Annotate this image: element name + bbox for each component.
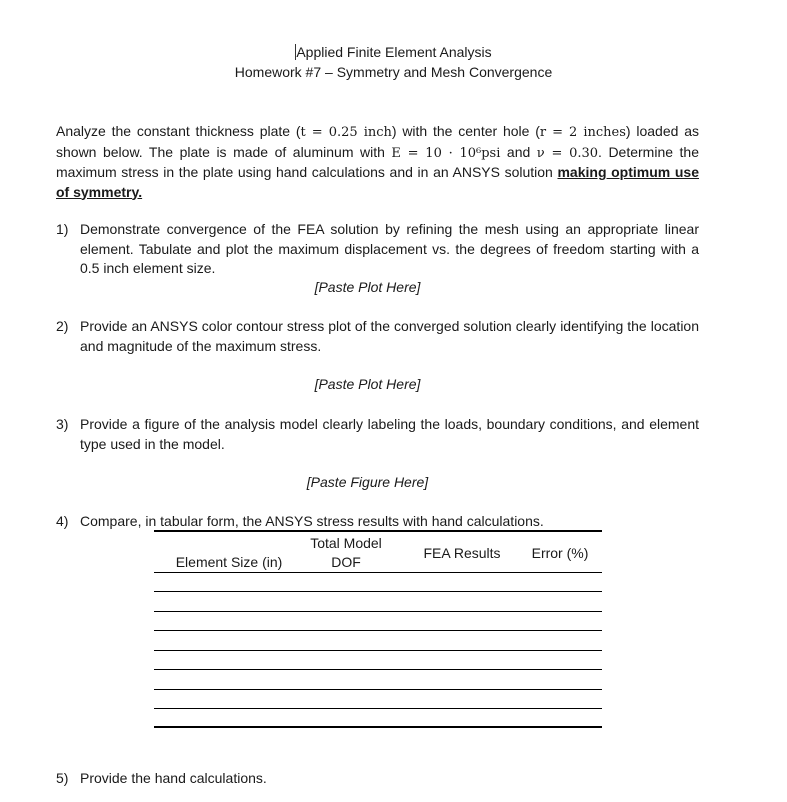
table-top-rule	[154, 530, 602, 532]
question-5	[56, 769, 699, 789]
question-number: 4)	[56, 513, 69, 529]
question-number: 5)	[56, 770, 69, 786]
header-total-dof-line2: DOF	[331, 554, 361, 570]
table-row-line	[154, 650, 602, 651]
paste-plot-placeholder-1: [Paste Plot Here]	[314, 279, 421, 295]
table-bottom-rule	[154, 726, 602, 728]
question-number: 1)	[56, 221, 69, 237]
poisson-value: ν = 0.30	[536, 145, 599, 161]
table-row-line	[154, 669, 602, 670]
question-number: 2)	[56, 318, 69, 334]
question-text: Provide a figure of the analysis model clearly labeling the loads, boundary conditions, and element type used in the model.	[80, 416, 699, 452]
question-4	[56, 512, 699, 532]
question-text: Provide the hand calculations.	[80, 770, 267, 786]
paste-plot-placeholder-2: [Paste Plot Here]	[314, 376, 421, 392]
thickness-value: t = 0.25 inch	[300, 125, 392, 140]
table-row-line	[154, 630, 602, 631]
question-text: Compare, in tabular form, the ANSYS stress results with hand calculations.	[80, 513, 544, 529]
header-element-size: Element Size (in)	[175, 554, 283, 570]
header-total-dof-line1: Total Model	[310, 535, 382, 551]
symmetry-emphasis: making optimum use of symmetry.	[56, 164, 699, 200]
radius-value: r = 2 inches	[539, 125, 626, 140]
question-1	[56, 220, 699, 279]
problem-statement: Analyze the constant thickness plate (t = 0.25 inch) with the center hole (r = 2 inches) loaded as shown below. The plate is made of aluminum with E = 10 · 10⁶psi and ν = 0.30. Determine the maximum stress in the plate using hand calculations and in an ANSYS solution making optimum use of symmetry.	[56, 123, 700, 200]
document-title: Applied Finite Element Analysis	[296, 44, 492, 60]
table-row-line	[154, 689, 602, 690]
question-number: 3)	[56, 416, 69, 432]
paste-figure-placeholder: [Paste Figure Here]	[306, 474, 429, 490]
question-text: Provide an ANSYS color contour stress plot of the converged solution clearly identifying the location and magnitude of the maximum stress.	[80, 318, 699, 354]
question-3	[56, 415, 699, 454]
header-fea-results: FEA Results	[423, 545, 501, 561]
table-row-line	[154, 572, 602, 573]
table-row-line	[154, 708, 602, 709]
modulus-value: E = 10 · 10⁶psi	[391, 145, 501, 161]
table-row-line	[154, 611, 602, 612]
question-2	[56, 317, 699, 356]
header-error: Error (%)	[531, 545, 589, 561]
comparison-table	[154, 530, 602, 730]
document-subtitle: Homework #7 – Symmetry and Mesh Convergence	[234, 64, 553, 80]
table-row-line	[154, 591, 602, 592]
question-text: Demonstrate convergence of the FEA solution by refining the mesh using an appropriate linear element. Tabulate and plot the maximum displacement vs. the degrees of freedom starting with a 0.5 inch element size.	[80, 221, 699, 276]
